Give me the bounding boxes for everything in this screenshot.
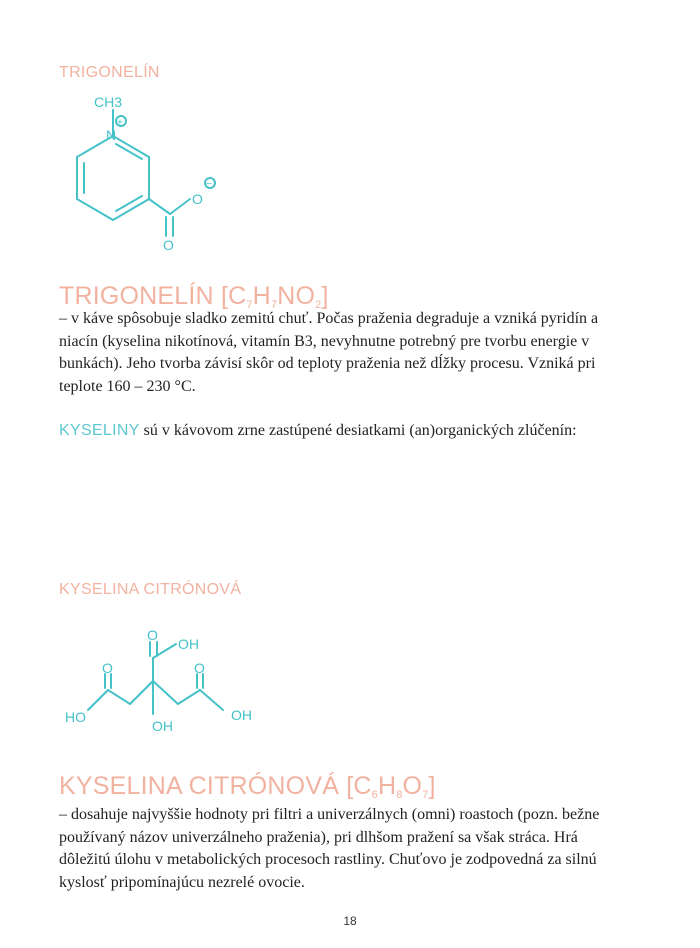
citric-acid-heading: KYSELINA CITRÓNOVÁ $[C_6H_8O_7]$ [59, 772, 436, 801]
citric-acid-structure-icon [60, 628, 270, 738]
citric-ho-left: HO [65, 709, 86, 725]
ch3-label: CH3 [94, 94, 123, 110]
citric-oh-right: OH [231, 707, 252, 723]
oxygen-single-label: O [192, 191, 203, 207]
citric-acid-label: KYSELINA CITRÓNOVÁ [59, 581, 242, 598]
trigonelline-label: TRIGONELÍN [59, 64, 160, 81]
citric-oh-top: OH [178, 636, 199, 652]
citric-acid-description: – dosahuje najvyššie hodnoty pri filtri a univerzálnych (omni) roastoch (pozn. bežne používaný názov univerzálneho praženia), pri dlhšom pražení sa však stráca. Hrá dôležitú úlohu v metabolických procesoch rastliny. Chuťovo je zodpovedná za silnú kyslosť pripomínajúcu nezrelé ovocie. [59, 806, 600, 891]
plus-charge: + [117, 117, 123, 129]
trigonelline-description: – v káve spôsobuje sladko zemitú chuť. Počas praženia degraduje a vzniká pyridín a niacín (kyselina nikotínová, vitamín B3, nevyhnutne potrebný pre tvorbu energie v bunkách). Jeho tvorba závisí skôr od teploty praženia než dĺžky procesu. Vzniká pri teplote 160 – 230 °C. [59, 310, 599, 395]
nitrogen-label: N [106, 127, 117, 143]
minus-charge: − [206, 179, 212, 190]
trigonelline-structure-icon [60, 86, 230, 256]
acids-paragraph: KYSELINY sú v kávovom zrne zastúpené desiatkami (an)organických zlúčenín: [59, 422, 577, 439]
trigonelline-heading: TRIGONELÍN $[C_7H_7NO_2]$ [59, 282, 329, 311]
citric-o-right: O [194, 660, 205, 676]
citric-oh-center: OH [152, 718, 173, 734]
page-number: 18 [343, 914, 357, 928]
oxygen-double-label: O [163, 237, 174, 253]
acids-keyword: KYSELINY [59, 422, 140, 439]
citric-o-top: O [147, 628, 158, 643]
citric-o-left: O [102, 660, 113, 676]
